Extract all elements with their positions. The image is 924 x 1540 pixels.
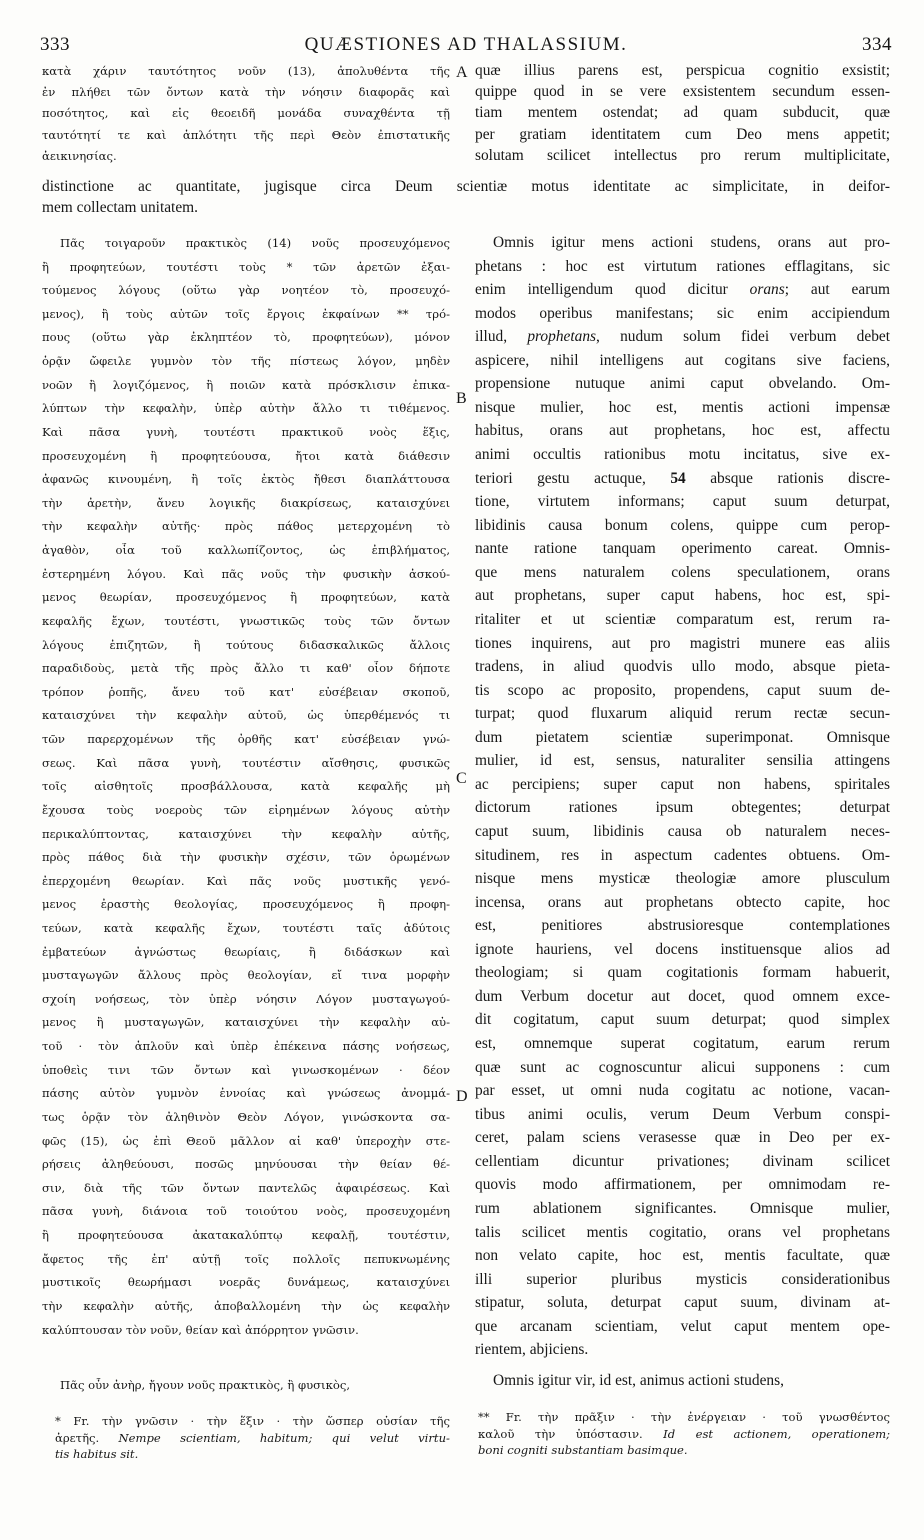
latin-line: situdinem, res in aspectum cadentes obtuens. Om- bbox=[475, 846, 890, 864]
greek-line: ἐστερημένη λόγου. Καὶ πᾶς νοῦς τὴν φυσικὴν ἀσκού- bbox=[42, 566, 450, 581]
greek-line: ποσότητος, καὶ εἰς θεοειδῆ μονάδα συναχθέντα τῇ bbox=[42, 106, 450, 121]
greek-line: νοῶν ἢ λογιζόμενος, ἢ ποιῶν κατὰ πρόσκλισιν ἐπικα- bbox=[42, 377, 450, 392]
latin-line: dum pietatem scientiæ superimponat. Omnisque bbox=[475, 728, 890, 746]
latin-line: quæ illius parens est, perspicua cognitio exsistit; bbox=[475, 62, 890, 79]
greek-line: μυστικοῖς θεωρήμασι νοερᾶς δυνάμεως, καταισχύνει bbox=[42, 1275, 450, 1290]
latin-column-top bbox=[475, 62, 890, 172]
latin-line: dit cogitatum, caput suum deturpat; quod simplex bbox=[475, 1011, 890, 1029]
greek-line: ὁρᾷν ὤφειλε γυμνὸν τὸν τῆς πίστεως λόγον, μηδὲν bbox=[42, 354, 450, 369]
latin-last-line bbox=[475, 1372, 890, 1396]
greek-line: ἐπερχομένη θεωρίαν. Καὶ πᾶς νοῦς μυστικῆς γενό- bbox=[42, 873, 450, 888]
greek-line: ἀεικινησίας. bbox=[42, 148, 117, 163]
greek-line: Καὶ πᾶσα γυνὴ, τουτέστι πρακτικοῦ νοὸς ἕξις, bbox=[42, 424, 450, 439]
latin-line: quippe quod in se vere exsistentem secundum essen- bbox=[475, 83, 890, 101]
latin-line: ritaliter et ut scientiæ comparatum est, rerum ra- bbox=[475, 610, 890, 628]
latin-line: phetans : hoc est virtutum rationes efflagitans, sic bbox=[475, 257, 890, 275]
latin-line: theologiam; si quam cogitationis formam habuerit, bbox=[475, 964, 890, 982]
emphasis: Id est actionem, operationem; bbox=[663, 1426, 890, 1441]
latin-line: ceret, palam sciens verasesse quæ in Deo per ex- bbox=[475, 1129, 890, 1147]
latin-line: nisque mulier, hoc est, mentis actioni impensæ bbox=[475, 398, 890, 416]
greek-line: τὴν κεφαλὴν αὐτῆς· πρὸς πάθος μετερχομένη τὸ bbox=[42, 519, 450, 534]
latin-line: nisque mens mysticæ theologiæ amore plusculum bbox=[475, 870, 890, 888]
greek-line: κεφαλῆς ἔχων, τουτέστι, γνωστικῶς τοὺς τῶν ὄντων bbox=[42, 613, 450, 628]
greek-line: περικαλύπτοντας, καταισχύνει τὴν κεφαλὴν αὐτῆς, bbox=[42, 826, 450, 841]
latin-line: mulier, id est, sensus, naturaliter sensilia attingens bbox=[475, 752, 890, 770]
footnote-line: καλοῦ τὴν ὑπόστασιν. Id est actionem, operationem; bbox=[478, 1426, 890, 1441]
emphasis: boni cogniti substantiam basimque. bbox=[478, 1443, 688, 1457]
latin-line: per gratiam identitatem cum Deo mens appetit; bbox=[475, 125, 890, 143]
greek-line: τὴν κεφαλὴν αὐτῆς, ἀποβαλλομένη τὴν ὡς κεφαλὴν bbox=[42, 1298, 450, 1313]
latin-line: aut prophetans, super caput habens, hoc est, spi- bbox=[475, 587, 890, 605]
greek-column-main bbox=[42, 236, 450, 1356]
latin-line: mem collectam unitatem. bbox=[42, 199, 198, 216]
margin-letter-a: A bbox=[456, 64, 468, 81]
greek-line: ἐμβατεύων ἀγνώστως θεωρίαις, ἢ διδάσκων καὶ bbox=[42, 944, 450, 959]
latin-line: illud, prophetans, nudum solum fidei verbum debet bbox=[475, 328, 890, 346]
greek-line: φῶς (15), ὡς ἐπὶ Θεοῦ μᾶλλον αἱ καθ' ὑπεροχὴν στε- bbox=[42, 1133, 450, 1148]
greek-line: πους (οὕτω γὰρ ἐκληπτέον τὸ, προφητεύων), μόνον bbox=[42, 330, 450, 345]
margin-letter-d: D bbox=[456, 1088, 468, 1105]
greek-line: καταισχύνει τὴν κεφαλὴν αὐτοῦ, ὡς ὑπερθέμενός τι bbox=[42, 708, 450, 723]
latin-line: nante ratione tanquam operimento careat. Omnis- bbox=[475, 540, 890, 558]
latin-line: teriori gestu actuque, 54 absque rationis discre- bbox=[475, 469, 890, 487]
emphasis: tis habitus sit. bbox=[55, 1447, 139, 1461]
margin-letter-b: B bbox=[456, 390, 467, 407]
page-number-left: 333 bbox=[40, 34, 70, 55]
greek-line: τως ὁρᾷν τὸν ἀληθινὸν Θεὸν Λόγον, γινώσκοντα σα- bbox=[42, 1109, 450, 1124]
greek-line: πᾶσα γυνὴ, διάνοια τοῦ τοιούτου νοὸς, προσευχομένη bbox=[42, 1204, 450, 1219]
greek-line: ταυτότητί τε καὶ ἁπλότητι τῆς περὶ Θεὸν ἐπιστατικῆς bbox=[42, 127, 450, 142]
greek-line: σχοίη νοήσεως, τὸν ὑπὲρ νόησιν Λόγον μυσταγωγού- bbox=[42, 991, 450, 1006]
footnote-line bbox=[478, 1443, 890, 1457]
greek-line: καλύπτουσαν τὸν νοῦν, θείαν καὶ ἀπόρρητον γνῶσιν. bbox=[42, 1322, 359, 1337]
latin-line: que mens naturalem colens speculationem, orans bbox=[475, 563, 890, 581]
latin-line: distinctione ac quantitate, jugisque circa Deum scientiæ motus identitate ac simplicitate, in deifor- bbox=[42, 178, 890, 195]
greek-line: λύπτων τὴν κεφαλὴν, ὑπὲρ αὐτὴν ἄλλο τι τιθέμενος. bbox=[42, 401, 450, 416]
latin-line: caput suum, libidinis causa ob naturalem neces- bbox=[475, 823, 890, 840]
latin-line: incensa, orans aut prophetans obtecto capite, hoc bbox=[475, 893, 890, 911]
greek-line: μενος ἢ μυσταγωγῶν, καταισχύνει τὴν κεφαλὴν αὐ- bbox=[42, 1015, 450, 1030]
footnote-line: ** Fr. τὴν πρᾶξιν · τὴν ἐνέργειαν · τοῦ γνωσθέντος bbox=[478, 1410, 890, 1424]
greek-line: σιν, διὰ τῆς τῶν ὄντων παντελῶς ἀφαιρέσεως. Καὶ bbox=[42, 1180, 450, 1195]
emphasis: prophetans bbox=[527, 328, 596, 346]
greek-line: τοῖς αἰσθητοῖς προσβάλλουσα, κατὰ κεφαλῆς μὴ bbox=[42, 779, 450, 794]
greek-line: μυσταγωγῶν ἄλλους πρὸς θεολογίαν, εἴ τινα μορφὴν bbox=[42, 968, 450, 983]
greek-line: πάσης αὐτὸν γυμνὸν ἐννοίας καὶ γνώσεως ἀνομμά- bbox=[42, 1086, 450, 1101]
greek-line: τούμενος λόγους (οὕτω γὰρ νοητέον τὸ, προσευχό- bbox=[42, 283, 450, 298]
greek-line: λόγους ἐπιζητῶν, ἢ τούτους διδασκαλικῶς ἄλλοις bbox=[42, 637, 450, 652]
page-number-right: 334 bbox=[862, 34, 892, 55]
greek-line: τρόπον ῥοπῆς, ἄνευ τοῦ κατ' εὐσέβειαν σκοποῦ, bbox=[42, 684, 450, 699]
latin-line: Omnis igitur mens actioni studens, orans aut pro- bbox=[493, 234, 890, 251]
latin-line: est, omnemque superat cogitatum, earum rerum bbox=[475, 1035, 890, 1053]
footnote-right bbox=[478, 1410, 890, 1480]
greek-line: ἐν πλήθει τῶν ὄντων κατὰ τὴν νόησιν διαφορᾶς καὶ bbox=[42, 85, 450, 100]
latin-line: ac percipiens; super caput non habens, spiritales bbox=[475, 775, 890, 793]
emphasis: 54 bbox=[670, 469, 686, 487]
latin-line: tibus animi oculis, verum Deum Verbum conspi- bbox=[475, 1105, 890, 1123]
greek-line: ἀφανῶς κινουμένη, ἢ τοῖς ἐκτὸς ἤθεσι διαπλάττουσα bbox=[42, 472, 450, 487]
emphasis: Nempe scientiam, habitum; qui velut virtu- bbox=[118, 1430, 450, 1445]
greek-line: ἀγαθὸν, οἷα τοῦ καλλωπίζοντος, ὡς ἐπιβλήματος, bbox=[42, 543, 450, 558]
greek-line: τὴν ἀρετὴν, ἄνευ λογικῆς διακρίσεως, καταισχύνει bbox=[42, 495, 450, 510]
footnote-line: * Fr. τὴν γνῶσιν · τὴν ἕξιν · τὴν ὥσπερ οὐσίαν τῆς bbox=[55, 1414, 450, 1428]
greek-line: τοῦ · τὸν ἁπλοῦν καὶ ὑπὲρ ἐπέκεινα πάσης νοήσεως, bbox=[42, 1039, 450, 1054]
margin-letter-c: C bbox=[456, 770, 467, 787]
latin-line: que arcanam scientiam, velut caput mentem ope- bbox=[475, 1317, 890, 1335]
latin-line: rientem, abjiciens. bbox=[475, 1341, 589, 1359]
footnote-left bbox=[55, 1414, 450, 1484]
greek-line: ἢ προφητεύων, τουτέστι τοὺς * τῶν ἀρετῶν ἐξαι- bbox=[42, 259, 450, 274]
latin-line: enim intelligendum quod dicitur orans; aut earum bbox=[475, 281, 890, 299]
latin-line: propensione nutuque animi caput obvelando. Om- bbox=[475, 375, 890, 393]
greek-line: ὑποθεὶς τινι τῶν ὄντων καὶ γινωσκομένων · δέον bbox=[42, 1062, 450, 1077]
greek-line: μενος ἐραστὴς θεολογίας, προσευχόμενος ἢ προφη- bbox=[42, 897, 450, 912]
latin-line: solutam scilicet intellectus pro rerum multiplicitate, bbox=[475, 146, 890, 164]
latin-line: habitus, orans aut prophetans, hoc est, affectu bbox=[475, 422, 890, 440]
latin-line: rum ablationem significantes. Omnisque mulier, bbox=[475, 1199, 890, 1217]
latin-line: tione, virtutem informans; caput suum deturpat, bbox=[475, 493, 890, 511]
greek-line: προσευχομένη ἢ προφητεύουσα, ἤτοι κατὰ διάθεσιν bbox=[42, 448, 450, 463]
page-header bbox=[40, 34, 892, 60]
footnote-line bbox=[55, 1447, 450, 1461]
latin-line: tiam mentem ostendat; ad quam subducit, quæ bbox=[475, 104, 890, 122]
latin-line: non velato capite, hoc est, mentis facultate, quæ bbox=[475, 1247, 890, 1265]
running-title: QUÆSTIONES AD THALASSIUM. bbox=[304, 34, 628, 55]
latin-full-width-paragraph bbox=[42, 178, 890, 224]
greek-line: ρήσεις ἀληθεύουσι, ποσῶς μηνύουσαι τὴν θείαν θέ- bbox=[42, 1157, 450, 1172]
greek-line: τῶν παρερχομένων τῆς ὀρθῆς κατ' εὐσέβειαν γνώ- bbox=[42, 732, 450, 747]
greek-line: Πᾶς οὖν ἀνὴρ, ἤγουν νοῦς πρακτικὸς, ἢ φυσικὸς, bbox=[60, 1378, 351, 1392]
latin-line: cellentiam dicuntur privationes; divinam scilicet bbox=[475, 1152, 890, 1170]
latin-line: est, penitiores abstrusioresque contemplationes bbox=[475, 917, 890, 935]
latin-line: animi occultis rationibus motu incitatus, sive ex- bbox=[475, 446, 890, 464]
latin-line: tradens, in aliud quodvis ullo modo, absque pieta- bbox=[475, 658, 890, 676]
latin-line: dictorum rationes ipsum obtegentes; deturpat bbox=[475, 799, 890, 817]
greek-line: μενος θεωρίαν, προσευχόμενος ἢ προφητεύων, κατὰ bbox=[42, 590, 450, 605]
latin-line: par esset, ut omni nuda cogitatu ac notione, vacan- bbox=[475, 1082, 890, 1100]
footnote-line: ἀρετῆς. Nempe scientiam, habitum; qui velut virtu- bbox=[55, 1430, 450, 1445]
greek-last-line bbox=[42, 1378, 450, 1402]
latin-line: tiones inquirens, aut pro magistri munere eas aliis bbox=[475, 634, 890, 652]
latin-line: Omnis igitur vir, id est, animus actioni studens, bbox=[493, 1372, 784, 1389]
greek-line: μενος), ἢ τοὺς αὐτῶν τοῖς ἔργοις ἐκφαίνων ** τρό- bbox=[42, 306, 450, 321]
greek-line: ἢ προφητεύουσα ἀκατακαλύπτῳ κεφαλῇ, τουτέστιν, bbox=[42, 1228, 450, 1243]
greek-line: πρὸς πάθος διὰ τὴν φυσικὴν σχέσιν, τῶν ὁρωμένων bbox=[42, 850, 450, 865]
latin-line: modos operibus manifestans; sic enim accipiendum bbox=[475, 304, 890, 322]
latin-line: quæ sunt ac cognoscuntur alicui supponens : cum bbox=[475, 1058, 890, 1076]
latin-line: ignote hauriens, vel docens instituensque alios ad bbox=[475, 940, 890, 958]
latin-line: talis scilicet mentis cogitatio, orans vel prophetans bbox=[475, 1223, 890, 1241]
greek-line: ἔχουσα τοὺς νοεροὺς τῶν εἰρημένων λόγους αὐτὴν bbox=[42, 802, 450, 817]
greek-line: κατὰ χάριν ταυτότητος νοῦν (13), ἀπολυθέντα τῆς bbox=[42, 64, 450, 78]
latin-line: libidinis causa bonum colens, quippe cum perор- bbox=[475, 516, 890, 534]
latin-line: quovis modo affirmationem, per omnimodam re- bbox=[475, 1176, 890, 1194]
latin-line: dum Verbum docetur aut docet, quod omnem exce- bbox=[475, 987, 890, 1005]
latin-line: turpat; quod fluxarum aliquid rerum rectæ secun- bbox=[475, 705, 890, 723]
greek-line: Πᾶς τοιγαροῦν πρακτικὸς (14) νοῦς προσευχόμενος bbox=[60, 236, 450, 250]
latin-line: stipatur, soluta, deturpat caput suum, divinam at- bbox=[475, 1294, 890, 1312]
greek-line: ἄφετος τῆς ἐπ' αὐτῇ τοῖς πολλοῖς πεπυκνωμένης bbox=[42, 1251, 450, 1266]
latin-column-main bbox=[475, 234, 890, 1359]
latin-line: aspicere, nihil intelligens aut cogitans sive faciens, bbox=[475, 351, 890, 369]
greek-line: παραδιδοὺς, μετὰ τῆς πρὸς ἄλλο τι καθ' οἷον δήποτε bbox=[42, 661, 450, 676]
latin-line: tis scopo ac proposito, propendens, caput suum de- bbox=[475, 681, 890, 699]
greek-line: σεως. Καὶ πᾶσα γυνὴ, τουτέστιν αἴσθησις, φυσικῶς bbox=[42, 755, 450, 770]
emphasis: orans bbox=[749, 281, 785, 299]
greek-column-top bbox=[42, 64, 450, 174]
latin-line: illi superior pluribus mysticis considerationibus bbox=[475, 1270, 890, 1288]
greek-line: τεύων, κατὰ κεφαλῆς ἔχων, τουτέστι ταῖς ἀδύτοις bbox=[42, 920, 450, 935]
